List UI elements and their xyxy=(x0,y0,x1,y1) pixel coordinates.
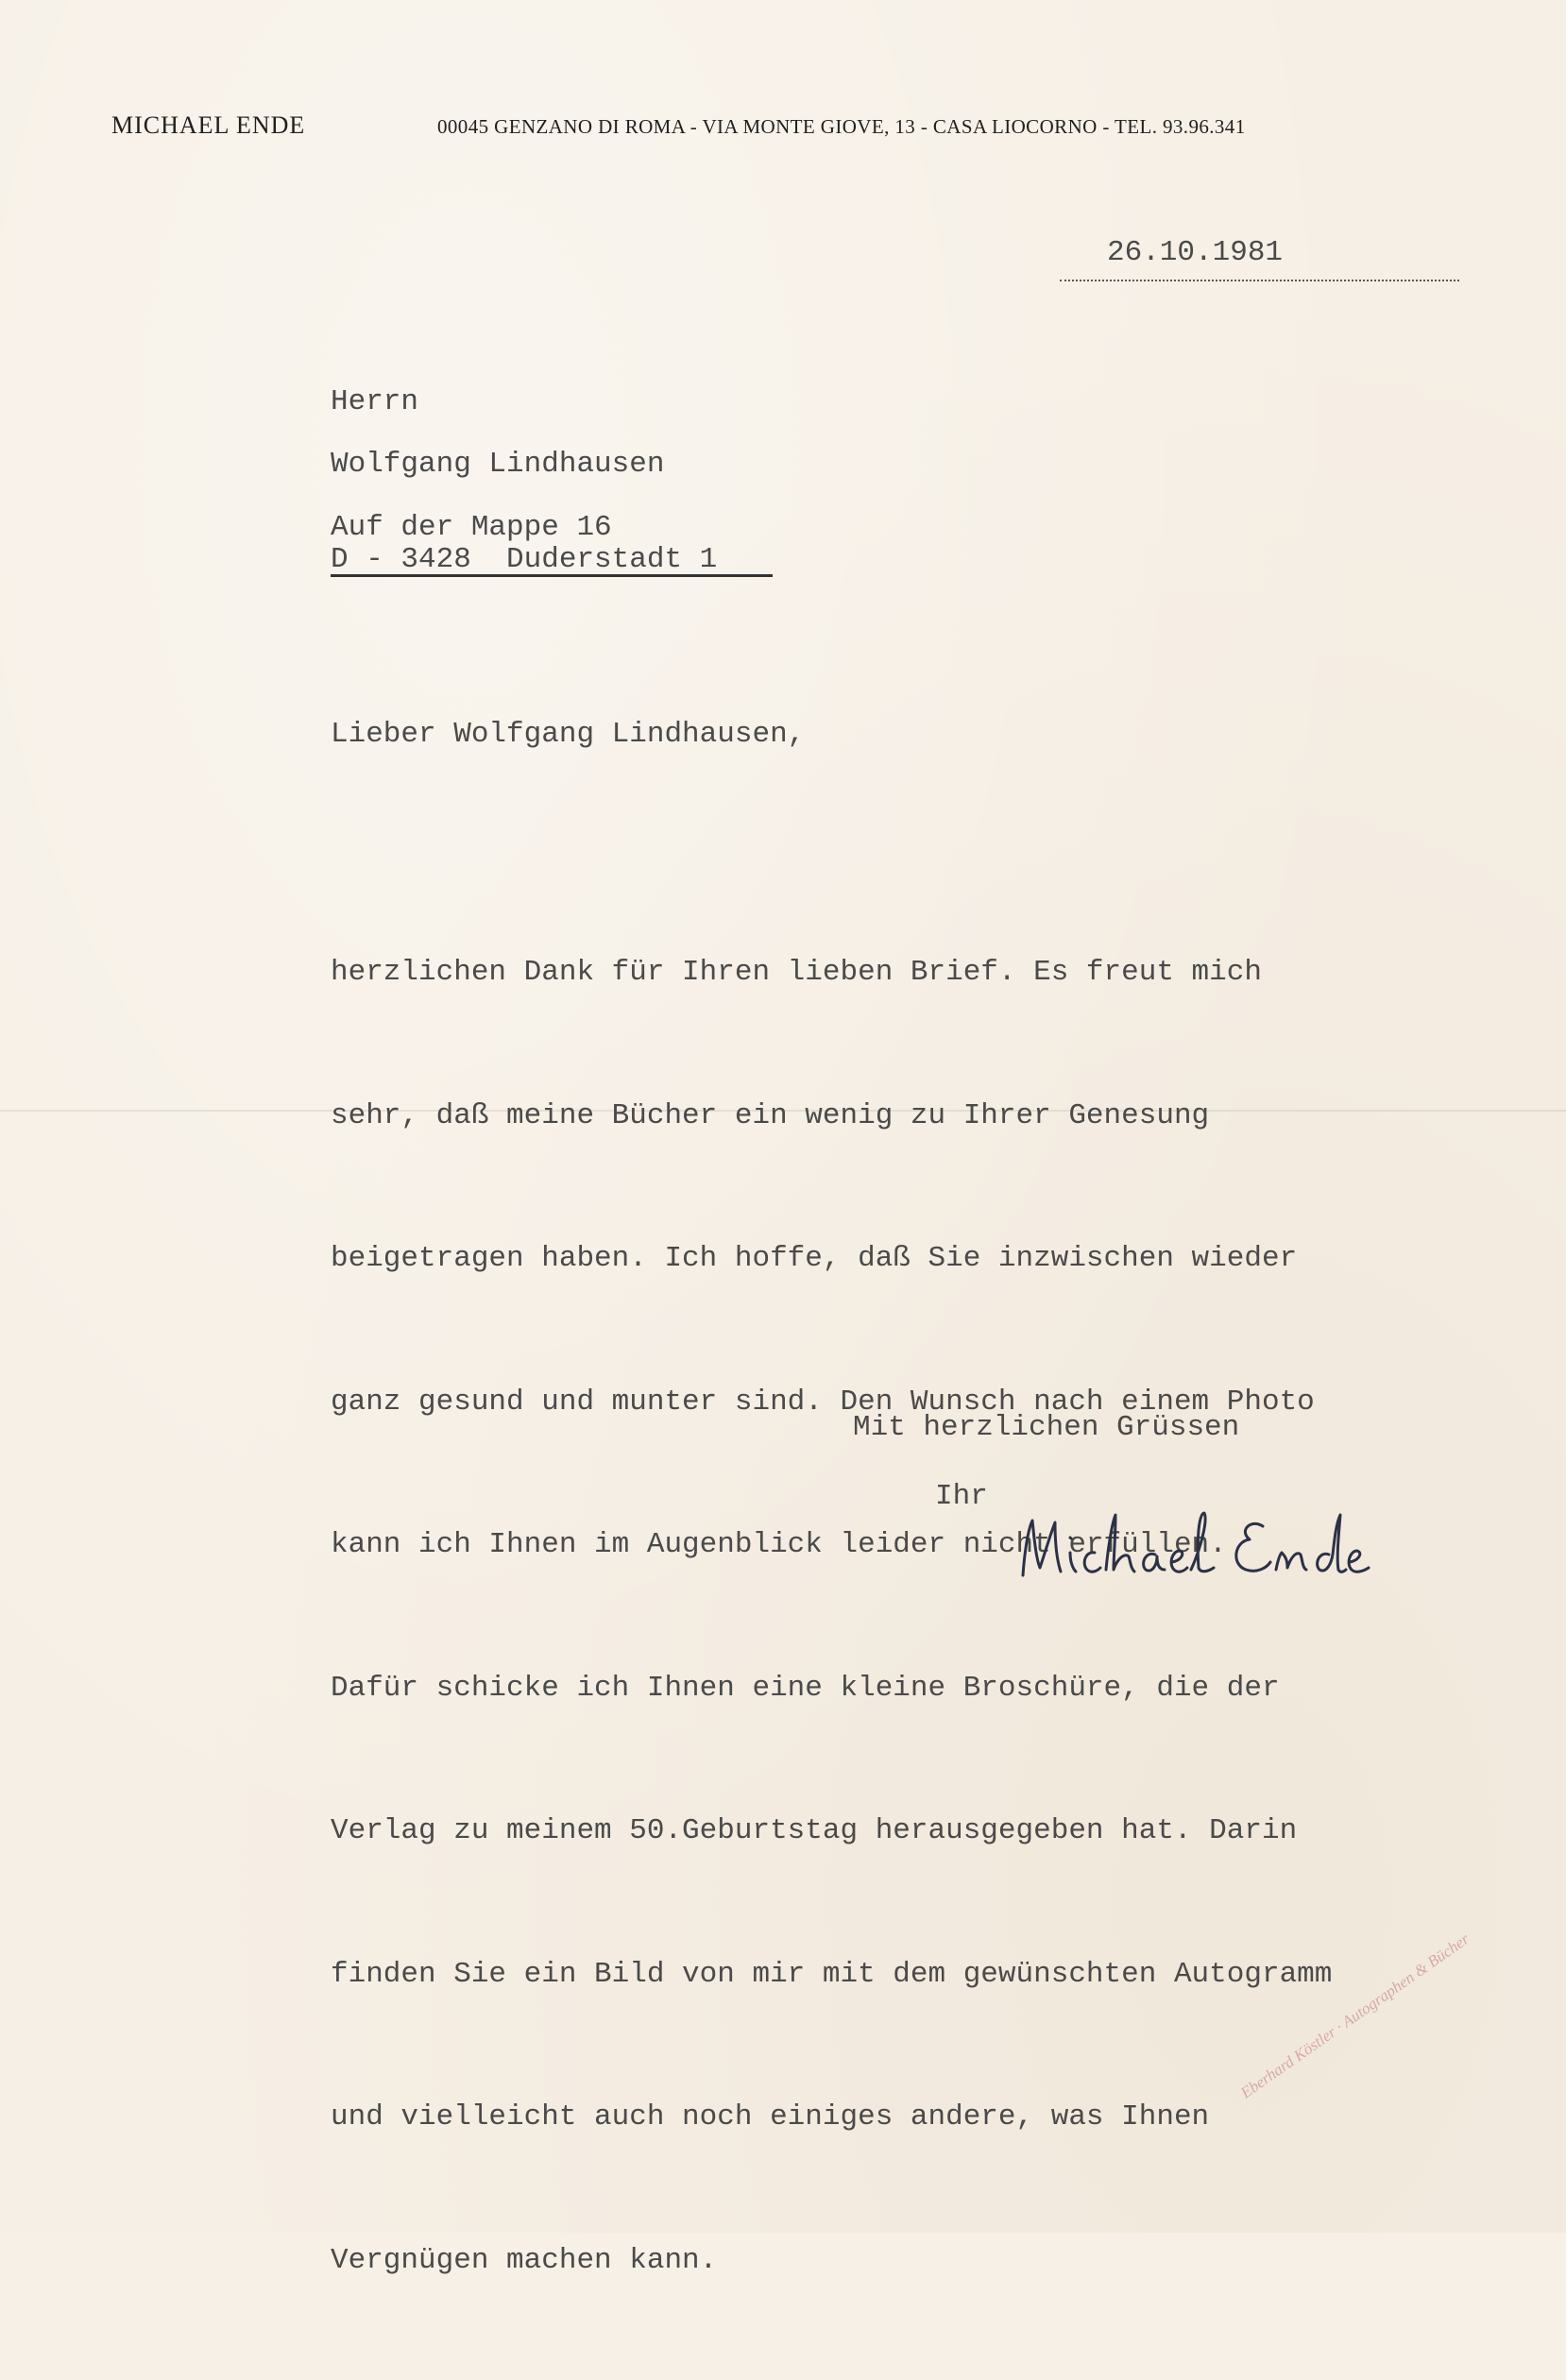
body-line: beigetragen haben. Ich hoffe, daß Sie inzwischen wieder xyxy=(331,1242,1298,1275)
handwritten-signature xyxy=(1015,1492,1374,1596)
letter-date: 26.10.1981 xyxy=(1107,236,1284,269)
body-line: sehr, daß meine Bücher ein wenig zu Ihrer Genesung xyxy=(331,1098,1210,1132)
recipient-street: Auf der Mappe 16 xyxy=(331,511,612,544)
body-line: ganz gesund und munter sind. Den Wunsch nach einem Photo xyxy=(331,1385,1315,1419)
recipient-salutation: Herrn xyxy=(331,385,419,418)
body-line: und vielleicht auch noch einiges andere, was Ihnen xyxy=(331,2100,1210,2134)
recipient-address xyxy=(331,385,718,584)
letter-body xyxy=(331,854,1332,2380)
closing: Mit herzlichen Grüssen xyxy=(853,1411,1240,1444)
body-line: Dafür schicke ich Ihnen eine kleine Broschüre, die der xyxy=(331,1671,1280,1705)
body-line: Vergnügen machen kann. xyxy=(331,2243,718,2277)
body-line: kann ich Ihnen im Augenblick leider nicht erfüllen. xyxy=(331,1528,1227,1561)
letterhead-address: 00045 GENZANO DI ROMA - VIA MONTE GIOVE, 13 - CASA LIOCORNO - TEL. 93.96.341 xyxy=(437,115,1246,138)
body-line: Verlag zu meinem 50.Geburtstag herausgegeben hat. Darin xyxy=(331,1814,1298,1847)
recipient-name: Wolfgang Lindhausen xyxy=(331,448,665,481)
dealer-watermark-stamp: Eberhard Köstler · Autographen & Bücher xyxy=(1237,1930,1472,2102)
body-line: finden Sie ein Bild von mir mit dem gewünschten Autogramm xyxy=(331,1957,1333,1991)
date-dotted-rule xyxy=(1060,280,1459,281)
address-underline xyxy=(331,574,773,577)
body-line: herzlichen Dank für Ihren lieben Brief. Es freut mich xyxy=(331,956,1262,989)
recipient-city: D - 3428 Duderstadt 1 xyxy=(331,543,718,576)
salutation: Lieber Wolfgang Lindhausen, xyxy=(331,718,806,751)
closing-ihr: Ihr xyxy=(935,1480,988,1513)
letterhead-name: MICHAEL ENDE xyxy=(111,111,306,139)
